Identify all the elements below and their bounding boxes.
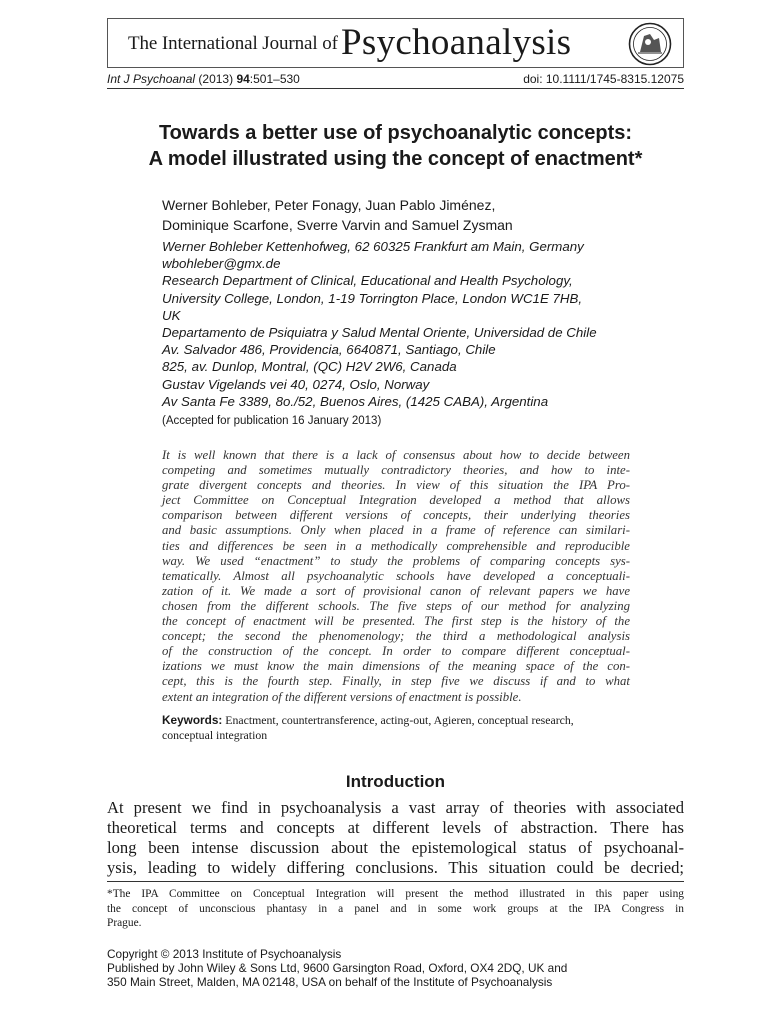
affiliations	[162, 238, 597, 410]
abstract-line: the concept of enactment will be presented. The first step is the history of the	[162, 614, 630, 629]
journal-masthead	[107, 18, 684, 68]
abstract-line: chosen from the different schools. The five steps of our method for analyzing	[162, 598, 630, 613]
footnote-rule	[107, 881, 684, 882]
journal-name-prefix: The International Journal of	[128, 33, 338, 54]
body-line: theoretical terms and concepts at different levels of abstraction. There has	[107, 818, 684, 837]
article-title-line: Towards a better use of psychoanalytic concepts:	[158, 122, 633, 144]
publisher-line: 350 Main Street, Malden, MA 02148, USA on behalf of the Institute of Psychoanalysis	[107, 975, 553, 990]
article-title-line: A model illustrated using the concept of enactment*	[148, 148, 643, 170]
journal-seal-icon	[628, 22, 672, 66]
abstract-line: of the construction of the concept. In order to compare different conceptual-	[162, 644, 630, 659]
abstract-line: It is well known that there is a lack of consensus about how to decide between	[162, 448, 630, 462]
copyright-line: Copyright © 2013 Institute of Psychoanalysis	[107, 947, 342, 961]
body-line: long been intense discussion about the epistemological status of psychoanal-	[107, 838, 684, 857]
abstract-line: ject Committee on Conceptual Integration developed a method that allows	[162, 493, 630, 508]
abstract-line: concept; the second the phenomenology; the third a methodological analysis	[162, 629, 630, 644]
keywords-label: Keywords:	[162, 713, 223, 727]
abstract-line: extent an integration of the different versions of enactment is possible.	[162, 689, 522, 704]
affiliation-line: Av Santa Fe 3389, 8o./52, Buenos Aires, (1425 CABA), Argentina	[162, 393, 549, 409]
footnote	[107, 887, 684, 931]
author-line: Werner Bohleber, Peter Fonagy, Juan Pablo Jiménez,	[162, 197, 496, 213]
abstract-line: tematically. Almost all psychoanalytic schools have developed a conceptuali-	[162, 568, 630, 583]
abstract-line: and basic assumptions. Only when placed in a frame of reference can similari-	[162, 523, 630, 538]
body-line: At present we find in psychoanalysis a vast array of theories with associated	[107, 798, 684, 817]
affiliation-line: Research Department of Clinical, Educational and Health Psychology,	[162, 273, 573, 289]
abstract	[162, 448, 630, 705]
citation-doi: doi: 10.1111/1745-8315.12075	[523, 72, 684, 86]
article-title	[107, 120, 684, 172]
affiliation-line: Gustav Vigelands vei 40, 0274, Oslo, Norway	[162, 376, 430, 392]
abstract-line: comparison between different versions of concepts, their underlying theories	[162, 508, 630, 523]
author-line: Dominique Scarfone, Sverre Varvin and Samuel Zysman	[162, 217, 513, 233]
abstract-line: competing and sometimes mutually contradictory theories, and how to inte-	[162, 463, 630, 478]
body-paragraph	[107, 798, 684, 878]
header-rule	[107, 88, 684, 89]
affiliation-line: Av. Salvador 486, Providencia, 6640871, Santiago, Chile	[162, 342, 496, 358]
citation-pages: :501–530	[249, 72, 300, 86]
abstract-line: zation of it. We made a sort of provisional canon of relevant papers we have	[162, 583, 630, 598]
abstract-line: izations we must know the main dimensions of the meaning space of the con-	[162, 659, 630, 674]
affiliation-line: 825, av. Dunlop, Montral, (QC) H2V 2W6, Canada	[162, 359, 457, 375]
keywords-text: Enactment, countertransference, acting-out, Agieren, conceptual research,	[225, 713, 574, 727]
citation-year: (2013)	[198, 72, 234, 86]
abstract-line: cept, this is the fourth step. Finally, in step five we discuss if and to what	[162, 674, 630, 689]
section-heading: Introduction	[345, 772, 446, 791]
abstract-line: grate divergent concepts and theories. In view of this situation the IPA Pro-	[162, 478, 630, 493]
journal-name-main: Psychoanalysis	[341, 22, 572, 63]
author-list	[162, 195, 513, 235]
keywords-text: conceptual integration	[162, 727, 268, 742]
copyright-notice	[107, 947, 567, 990]
body-line: ysis, leading to widely differing conclusions. This situation could be decried;	[107, 858, 684, 877]
affiliation-line: Werner Bohleber Kettenhofweg, 62 60325 Frankfurt am Main, Germany	[162, 239, 584, 254]
affiliation-line: Departamento de Psiquiatra y Salud Mental Oriente, Universidad de Chile	[162, 325, 597, 341]
footnote-line: *The IPA Committee on Conceptual Integration will present the method illustrated in this paper using	[107, 888, 684, 900]
accepted-date: (Accepted for publication 16 January 2013)	[162, 415, 382, 427]
affiliation-line: University College, London, 1-19 Torrington Place, London WC1E 7HB,	[162, 290, 583, 306]
footnote-line: the concept of unconscious phantasy in a panel and in some work groups at the IPA Congress in	[107, 902, 684, 915]
publisher-line: Published by John Wiley & Sons Ltd, 9600 Garsington Road, Oxford, OX4 2DQ, UK and	[107, 961, 568, 976]
footnote-line: Prague.	[107, 917, 142, 929]
affiliation-line: UK	[162, 307, 181, 323]
citation-info	[107, 72, 300, 86]
keywords	[162, 713, 632, 742]
abstract-line: way. We used “enactment” to study the problems of comparing concepts sys-	[162, 553, 630, 568]
author-email[interactable]: wbohleber@gmx.de	[162, 256, 281, 272]
citation-journal: Int J Psychoanal	[107, 72, 196, 86]
citation-volume: 94	[236, 72, 250, 86]
abstract-line: ties and differences be seen in a methodically comprehensible and reproducible	[162, 538, 630, 553]
